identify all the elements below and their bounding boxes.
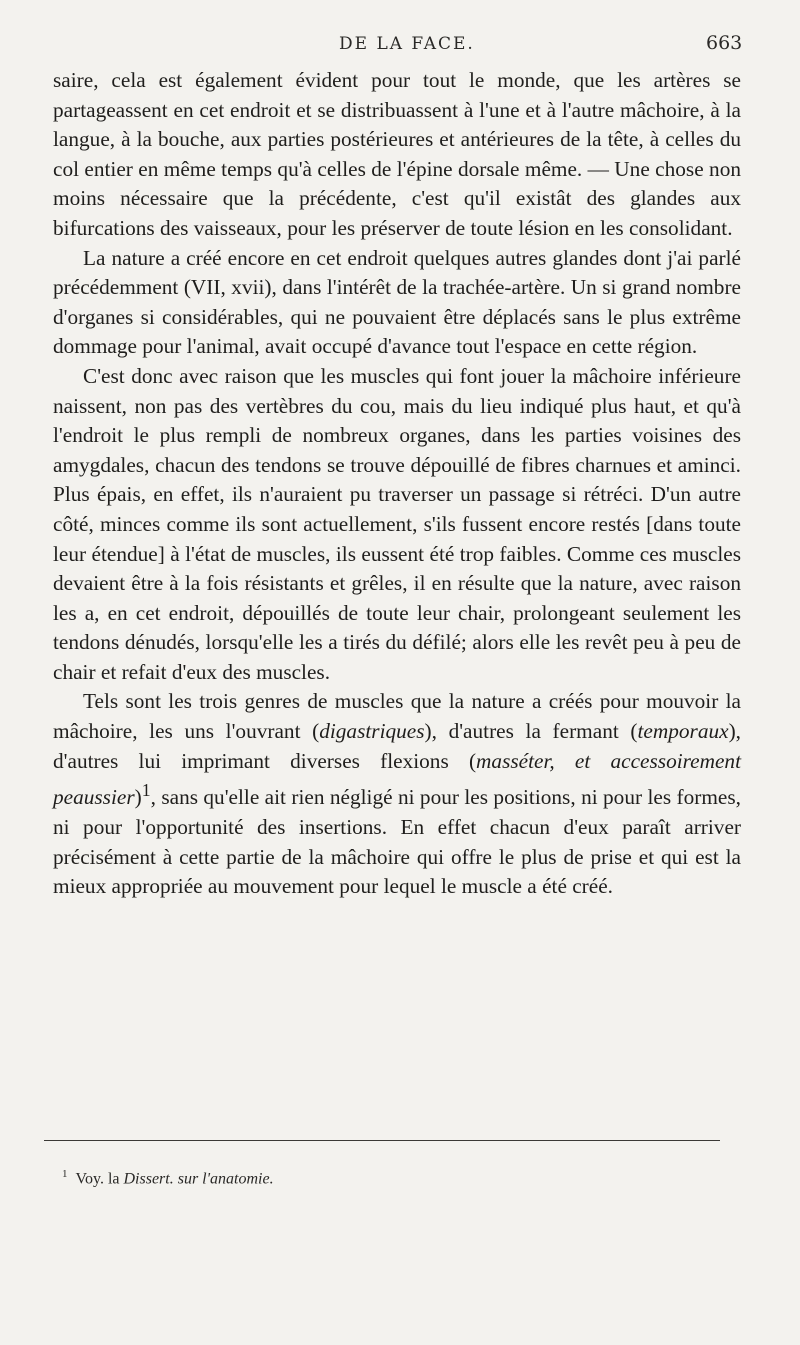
footnote-citation: Dissert. sur l'anatomie.: [123, 1170, 274, 1188]
footnote-marker: 1: [62, 1168, 68, 1180]
paragraph-2: La nature a créé encore en cet endroit quelques autres glandes dont j'ai parlé précédemment (VII, xvii), dans l'intérêt de la trachée-artère. Un si grand nombre d'organes si considérables, qui ne pouvaient être déplacés sans le plus extrême dommage pour l'animal, avait occupé d'avance tout l'espace en cette région.: [53, 245, 741, 359]
paragraph-4-part-b: ), d'autres la fermant (: [424, 719, 638, 744]
term-temporaux: temporaux: [637, 719, 729, 744]
term-masseter: masséter, et accessoirement peaussier: [53, 748, 741, 810]
footnote-prefix: Voy. la: [75, 1170, 124, 1188]
paragraph-3: C'est donc avec raison que les muscles qui font jouer la mâchoire inférieure naissent, non pas des vertèbres du cou, mais du lieu indiqué plus haut, et qu'à l'endroit le plus rempli de nombreux organes, dans les parties voisines des amygdales, chacun des tendons se trouve dépouillé de fibres charnues et aminci. Plus épais, en effet, ils n'auraient pu traverser un passage si rétréci. D'un autre côté, minces comme ils sont actuellement, s'ils fussent encore restés [dans toute leur étendue] à l'état de muscles, ils eussent été trop faibles. Comme ces muscles devaient être à la fois résistants et grêles, il en résulte que la nature, avec raison les a, en cet endroit, dépouillés de toute leur chair, prolongeant seulement les tendons dénudés, lorsqu'elle les a tirés du défilé; alors elle les revêt peu à peu de chair et refait d'eux des muscles.: [53, 363, 741, 684]
paragraph-4-part-e: , sans qu'elle ait rien négligé ni pour les positions, ni pour les formes, ni pour l'opportunité des insertions. En effet chacun d'eux paraît arriver précisément à cette partie de la mâchoire qui offre le plus de prise et qui est la mieux appropriée au mouvement pour lequel le muscle a été créé.: [53, 785, 741, 899]
paragraph-4-part-a: Tels sont les trois genres de muscles que la nature a créés pour mouvoir la mâchoire, les uns l'ouvrant (: [53, 689, 741, 744]
running-title: DE LA FACE.: [339, 34, 475, 54]
term-digastriques: digastriques: [319, 719, 425, 744]
paragraph-4: [53, 687, 741, 901]
footnote-divider: [44, 1140, 720, 1141]
main-text: [53, 66, 741, 902]
paragraph-1: saire, cela est également évident pour tout le monde, que les artères se partageassent en cet endroit et se distribuassent à l'une et à l'autre mâchoire, à la langue, à la bouche, aux parties postérieures et antérieures de la tête, à celles du col entier en même temps qu'à celles de l'épine dorsale même. — Une chose non moins nécessaire que la précédente, c'est qu'il existât des glandes aux bifurcations des vaisseaux, pour les préserver de toute lésion en les consolidant.: [53, 68, 741, 240]
footnote-reference[interactable]: 1: [141, 780, 151, 801]
paragraph-4-part-c: ), d'autres lui imprimant diverses flexions (: [53, 719, 741, 773]
page-number: 663: [706, 32, 743, 54]
paragraph-4-part-d: ): [134, 785, 142, 810]
footnote: [62, 1168, 274, 1188]
